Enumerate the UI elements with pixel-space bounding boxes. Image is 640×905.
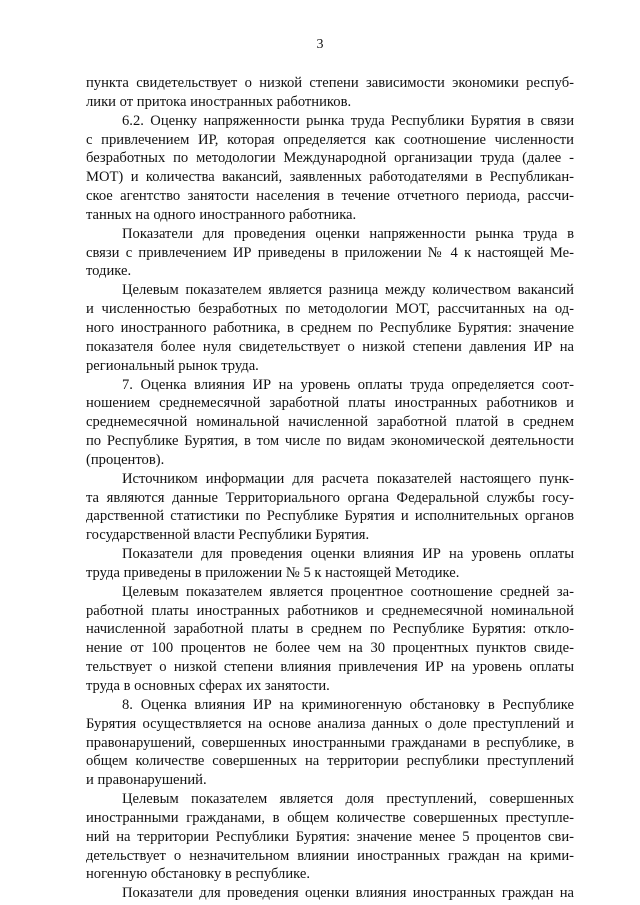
paragraph bbox=[86, 225, 574, 282]
text-line: общем количестве совершенных на территории республики преступлений bbox=[86, 753, 574, 770]
paragraph bbox=[86, 74, 574, 112]
text-line: 8. Оценка влияния ИР на криминогенную обстановку в Республике bbox=[122, 696, 574, 713]
text-line: правонарушений, совершенных иностранными гражданами в республике, в bbox=[86, 734, 574, 751]
paragraph bbox=[86, 281, 574, 375]
text-line: иностранными гражданами, в общем количестве совершенных преступле- bbox=[86, 809, 574, 826]
text-line: среднемесячной номинальной начисленной заработной платой в среднем bbox=[86, 414, 574, 431]
text-line: Целевым показателем является доля преступлений, совершенных bbox=[122, 791, 574, 808]
text-line: региональный рынок труда. bbox=[86, 357, 259, 374]
text-line: МОТ) и количества вакансий, заявленных работодателями в Республикан- bbox=[86, 169, 574, 186]
text-line: начисленной заработной платы в среднем по Республике Бурятия: откло- bbox=[86, 621, 574, 638]
text-line: (процентов). bbox=[86, 451, 165, 468]
paragraph bbox=[86, 112, 574, 225]
text-line: государственной власти Республики Бурятия. bbox=[86, 527, 370, 544]
text-line: нение от 100 процентов не более чем на 30 процентных пунктов свиде- bbox=[86, 640, 574, 657]
text-line: безработных по методологии Международной организации труда (далее - bbox=[86, 150, 574, 167]
text-line: ношением среднемесячной заработной платы иностранных работников и bbox=[86, 395, 574, 412]
text-line: тельствует о низкой степени влияния привлечения ИР на уровень оплаты bbox=[86, 659, 574, 676]
text-line: танных на одного иностранного работника. bbox=[86, 206, 357, 223]
text-line: Целевым показателем является разница между количеством вакансий bbox=[122, 282, 574, 299]
text-line: пункта свидетельствует о низкой степени зависимости экономики респуб- bbox=[86, 75, 574, 91]
text-line: Показатели для проведения оценки напряженности рынка труда в bbox=[122, 225, 574, 242]
text-line: ного иностранного работника, в среднем по Республике Бурятия: значение bbox=[86, 319, 574, 336]
text-line: и численностью безработных по методологии МОТ, рассчитанных на од- bbox=[86, 301, 574, 318]
document-body bbox=[86, 74, 574, 903]
text-line: 7. Оценка влияния ИР на уровень оплаты труда определяется соот- bbox=[122, 376, 574, 393]
text-line: ногенную обстановку в республике. bbox=[86, 866, 310, 883]
text-line: показателя более нуля свидетельствует о низкой степени давления ИР на bbox=[86, 338, 574, 355]
text-line: труда в основных сферах их занятости. bbox=[86, 678, 330, 694]
text-line: Целевым показателем является процентное соотношение средней за- bbox=[122, 583, 574, 600]
text-line: и правонарушений. bbox=[86, 772, 207, 789]
text-line: детельствует о незначительном влиянии иностранных граждан на крими- bbox=[86, 847, 574, 864]
text-line: дарственной статистики по Республике Бурятия и исполнительных органов bbox=[86, 508, 574, 525]
text-line: Бурятия осуществляется на основе анализа данных о доле преступлений и bbox=[86, 715, 574, 732]
text-line: Показатели для проведения оценки влияния ИР на уровень оплаты bbox=[122, 546, 574, 563]
text-line: ское агентство занятости населения в течение отчетного периода, рассчи- bbox=[86, 188, 574, 205]
text-line: связи с привлечением ИР приведены в приложении № 4 к настоящей Ме- bbox=[86, 244, 574, 261]
paragraph bbox=[86, 583, 574, 696]
paragraph bbox=[86, 545, 574, 583]
paragraph bbox=[86, 790, 574, 884]
text-line: с привлечением ИР, которая определяется как соотношение численности bbox=[86, 131, 574, 148]
paragraph bbox=[86, 696, 574, 790]
text-line: Показатели для проведения оценки влияния иностранных граждан на bbox=[122, 885, 574, 902]
text-line: ний на территории Республики Бурятия: значение менее 5 процентов сви- bbox=[86, 828, 574, 845]
text-line: 6.2. Оценку напряженности рынка труда Республики Бурятия в связи bbox=[122, 112, 574, 129]
text-line: работной платы иностранных работников и среднемесячной номинальной bbox=[86, 602, 574, 619]
paragraph bbox=[86, 884, 574, 903]
text-line: по Республике Бурятия, в том числе по видам экономической деятельности bbox=[86, 433, 574, 450]
text-line: Источником информации для расчета показателей настоящего пунк- bbox=[122, 470, 574, 487]
paragraph bbox=[86, 376, 574, 470]
paragraph bbox=[86, 470, 574, 545]
page-number: 3 bbox=[316, 37, 324, 52]
text-line: та являются данные Территориального органа Федеральной службы госу- bbox=[86, 489, 574, 506]
text-line: тодике. bbox=[86, 263, 132, 280]
text-line: лики от притока иностранных работников. bbox=[86, 93, 352, 110]
text-line: труда приведены в приложении № 5 к настоящей Методике. bbox=[86, 564, 460, 581]
